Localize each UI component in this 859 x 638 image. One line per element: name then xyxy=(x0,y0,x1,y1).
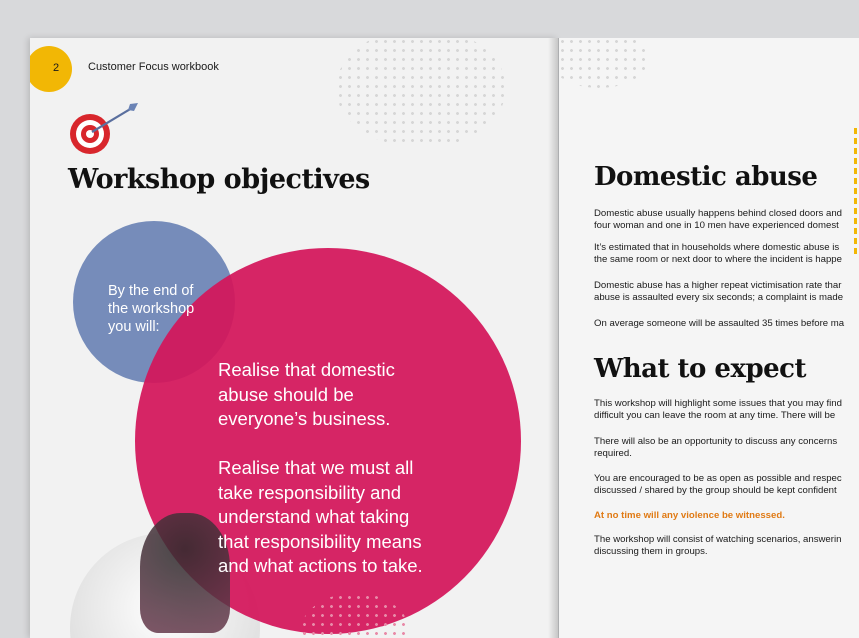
target-dart-icon xyxy=(68,100,140,160)
binding-stitch xyxy=(854,128,857,258)
paragraph: There will also be an opportunity to discuss any concerns required. xyxy=(594,436,838,459)
page-number-badge xyxy=(30,46,72,92)
right-page xyxy=(559,38,859,638)
paragraph: You are encouraged to be as open as possible and respec discussed / shared by the group should be kept confident xyxy=(594,473,842,496)
left-page xyxy=(30,38,558,638)
objective-1: Realise that domestic abuse should be everyone’s business. xyxy=(218,359,395,429)
objective-2: Realise that we must all take responsibility and understand what taking that responsibility means and what actions to take. xyxy=(218,457,423,576)
dot-pattern xyxy=(559,38,649,88)
intro-text: By the end of the workshop you will: xyxy=(108,283,195,335)
paragraph: Domestic abuse usually happens behind closed doors and four woman and one in 10 men have experienced domest xyxy=(594,208,842,231)
paragraph: On average someone will be assaulted 35 times before ma xyxy=(594,318,845,329)
page-title: Workshop objectives xyxy=(68,164,370,195)
page-number: 2 xyxy=(53,62,60,74)
paragraph: Domestic abuse has a higher repeat victimisation rate thar abuse is assaulted every six seconds; a complaint is made xyxy=(594,280,844,303)
paragraph: This workshop will highlight some issues that you may find difficult you can leave the room at any time. There will be xyxy=(594,398,842,421)
section-heading-what-to-expect: What to expect xyxy=(594,354,807,384)
paragraph: It’s estimated that in households where domestic abuse is the same room or next door to where the incident is happe xyxy=(594,242,842,265)
highlight-text: At no time will any violence be witnessed. xyxy=(594,510,785,521)
paragraph: The workshop will consist of watching scenarios, answerin discussing them in groups. xyxy=(594,534,842,557)
section-heading-domestic-abuse: Domestic abuse xyxy=(594,162,818,192)
dot-pattern xyxy=(336,38,506,148)
running-head: Customer Focus workbook xyxy=(88,61,219,73)
person-photo xyxy=(140,513,230,633)
